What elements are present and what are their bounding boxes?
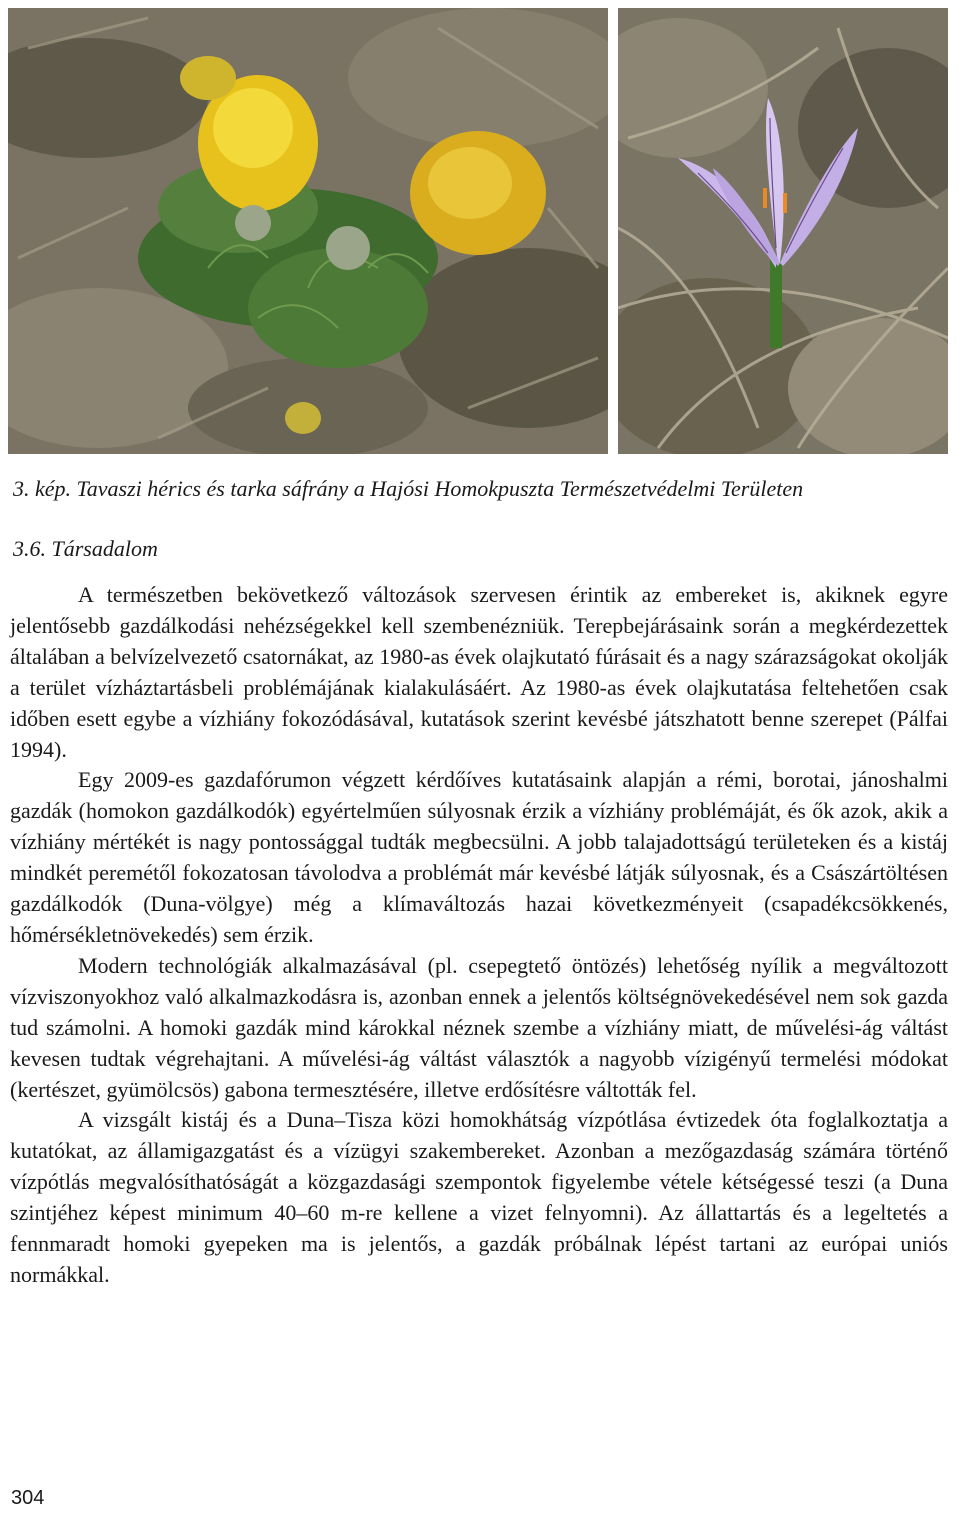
figure-caption: 3. kép. Tavaszi hérics és tarka sáfrány a Hajósi Homokpuszta Természetvédelmi Területen	[13, 476, 804, 501]
section-heading: 3.6. Társadalom	[13, 536, 158, 561]
adonis-photo	[8, 8, 608, 454]
page-number: 304	[11, 1487, 45, 1509]
paragraph: Egy 2009-es gazdafórumon végzett kérdőíves kutatásaink alapján a rémi, borotai, jánoshalmi gazdák (homokon gazdálkodók) egyértelműen súlyosnak érzik a vízhiány problémáját, és ők azok, akik a vízhiány mértékét is nagy pontossággal tudták megbecsülni. A jobb talajadottságú területeken és a kistáj mindkét peremétől fokozatosan távolodva a problémát már kevésbé látják súlyosnak, és a Császártöltésen gazdálkodók (Duna-völgye) még a klímaváltozás hazai következményeit (csapadékcsökkenés, hőmérsékletnövekedés) sem érzik.	[10, 767, 948, 947]
paragraph: A vizsgált kistáj és a Duna–Tisza közi homokhátság vízpótlása évtizedek óta foglalkoztatja a kutatókat, az államigazgatást és a vízügyi szakembereket. Azonban a mezőgazdaság számára történő vízpótlás megvalósíthatóságát a közgazdasági szempontok figyelembe vétele kétségessé teszi (a Duna szintjéhez képest minimum 40–60 m-re kellene a vizet felnyomni). Az állattartás és a legeltetés a fennmaradt homoki gyepeken ma is jelentős, a gazdák próbálnak lépést tartani az európai uniós normákkal.	[10, 1107, 948, 1287]
paragraph: Modern technológiák alkalmazásával (pl. csepegtető öntözés) lehetőség nyílik a megváltozott vízviszonyokhoz való alkalmazkodásra is, azonban ennek a jelentős költségnövekedésével nem sok gazda tud számolni. A homoki gazdák mind károkkal néznek szembe a vízhiány miatt, de művelési-ág váltást kevesen tudtak végrehajtani. A művelési-ág váltást választók a nagyobb vízigényű termelési módokat (kertészet, gyümölcsös) gabona termesztésére, illetve erdősítésre váltották fel.	[10, 952, 948, 1102]
figure-photos	[8, 8, 952, 454]
body-text	[10, 580, 948, 1291]
adonis-photo-image	[8, 8, 608, 454]
paragraph: A természetben bekövetkező változások szervesen érintik az embereket is, akiknek egyre jelentősebb gazdálkodási nehézségekkel kell szembenézniük. Terepbejárásaink során a megkérdezettek általában a belvízelvezető csatornákat, az 1980-as évek olajkutató fúrásait és a nagy szárazságokat okolják a terület vízháztartásbeli problémájának kialakulásáért. Az 1980-as évek olajkutatása feltehetően csak időben esett egybe a vízhiány fokozódásával, kutatások szerint kevésbé játszhatott benne szerepet (Pálfai 1994).	[10, 582, 948, 762]
crocus-photo-image	[618, 8, 948, 454]
crocus-photo	[618, 8, 948, 454]
